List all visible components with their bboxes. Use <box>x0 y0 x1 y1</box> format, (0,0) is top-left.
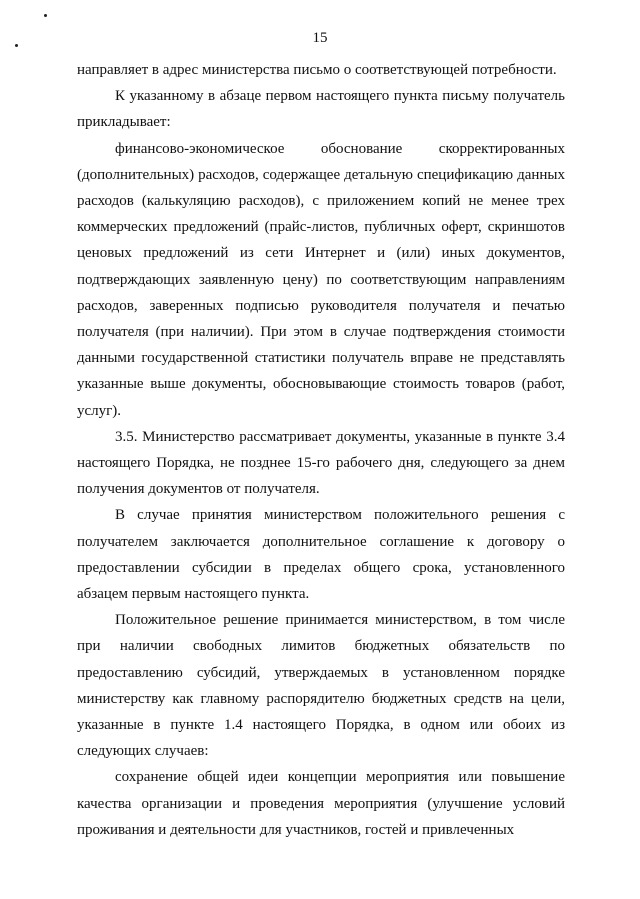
paragraph: Положительное решение принимается министерством, в том числе при наличии свободных лимитов бюджетных обязательств по предоставлению субсидий, утверждаемых в установленном порядке министерству как главному распорядителю бюджетных средств на цели, указанные в пункте 1.4 настоящего Порядка, в одном или обоих из следующих случаев: <box>77 612 565 760</box>
paragraph: направляет в адрес министерства письмо о соответствующей потребности. <box>77 62 557 78</box>
paragraph: В случае принятия министерством положительного решения с получателем заключается дополнительное соглашение к договору о предоставлении субсидии в пределах общего срока, установленного абзацем первым настоящего пункта. <box>77 507 565 603</box>
document-body <box>77 57 565 843</box>
paragraph: финансово-экономическое обоснование скорректированных (дополнительных) расходов, содержащее детальную спецификацию данных расходов (калькуляцию расходов), с приложением копий не менее трех коммерческих предложений (прайс-листов, публичных оферт, скриншотов ценовых предложений из сети Интернет и (или) иных документов, подтверждающих заявленную цену) по соответствующим направлениям расходов, заверенных подписью руководителя получателя и печатью получателя (при наличии). При этом в случае подтверждения стоимости данными государственной статистики получатель вправе не представлять указанные выше документы, обосновывающие стоимость товаров (работ, услуг). <box>77 140 565 419</box>
paragraph: сохранение общей идеи концепции мероприятия или повышение качества организации и проведения мероприятия (улучшение условий проживания и деятельности для участников, гостей и привлеченных <box>77 769 565 838</box>
paragraph: 3.5. Министерство рассматривает документы, указанные в пункте 3.4 настоящего Порядка, не позднее 15-го рабочего дня, следующего за днем получения документов от получателя. <box>77 428 565 498</box>
paragraph: К указанному в абзаце первом настоящего пункта письму получатель прикладывает: <box>77 88 565 131</box>
page-number: 15 <box>312 30 328 46</box>
scan-dot <box>44 14 47 17</box>
